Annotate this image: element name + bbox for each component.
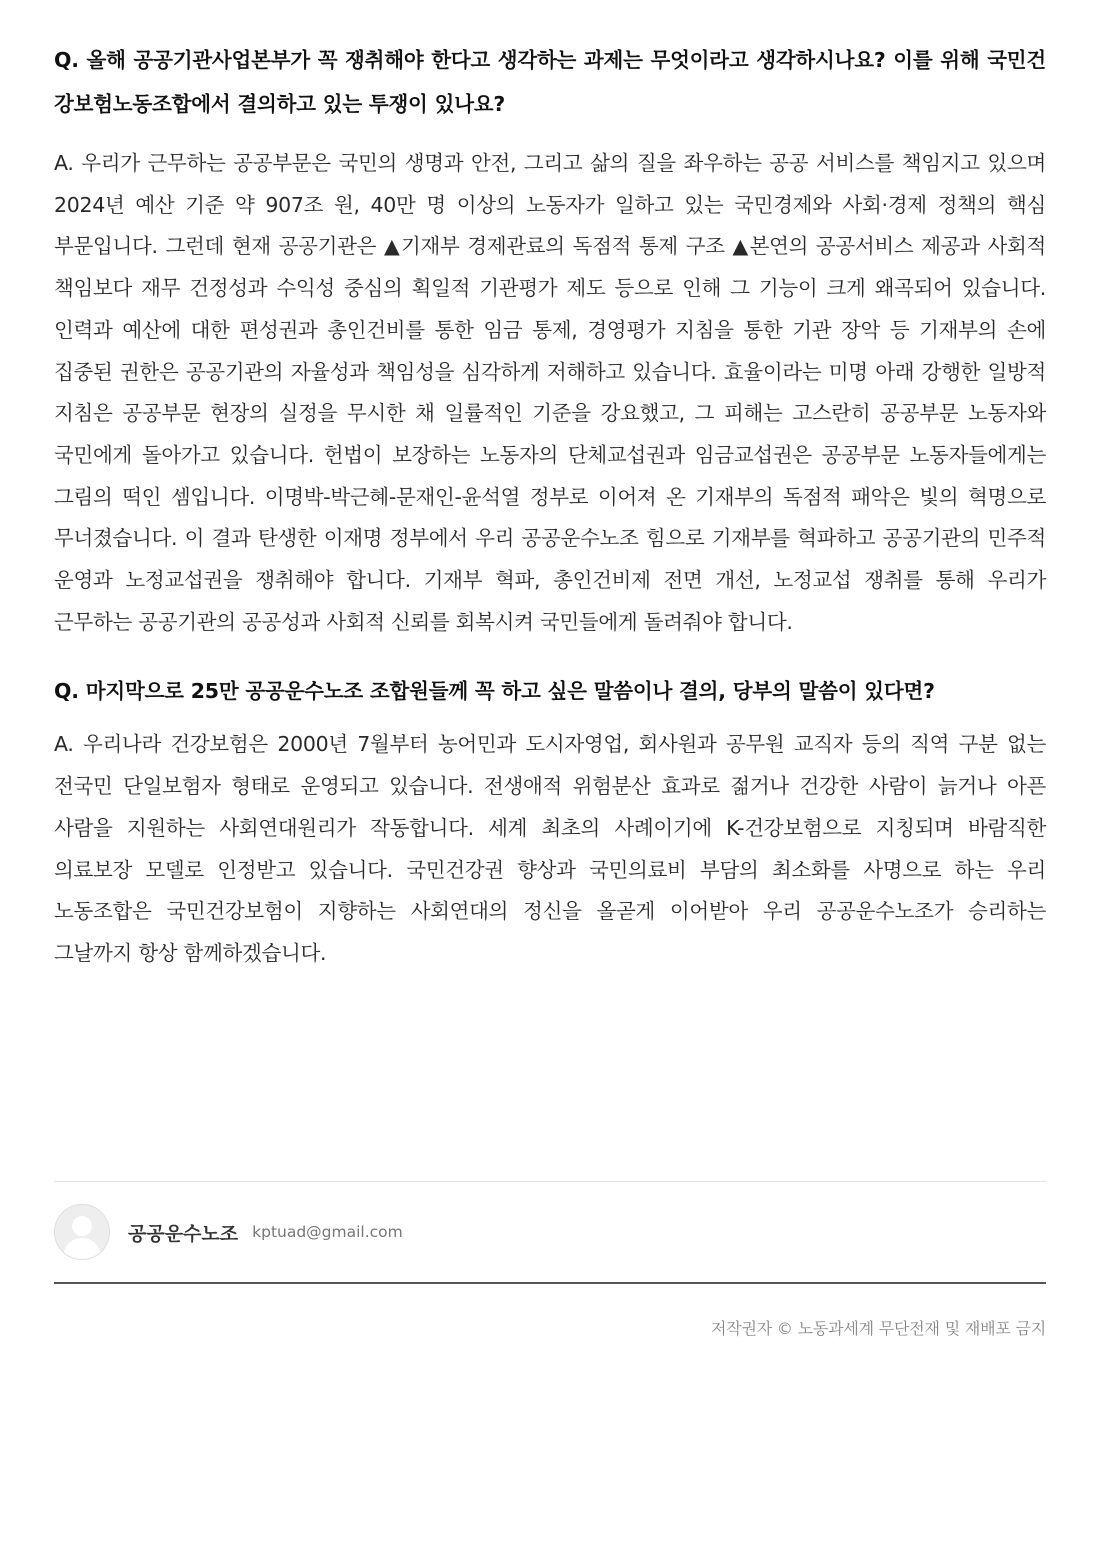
author-email[interactable]: kptuad@gmail.com: [252, 1223, 403, 1241]
copyright-notice: 저작권자 © 노동과세계 무단전재 및 재배포 금지: [711, 1319, 1046, 1338]
author-box: [54, 1203, 1046, 1261]
avatar[interactable]: [54, 1204, 110, 1260]
author-divider-top: [54, 1181, 1046, 1182]
question-2: Q. 마지막으로 25만 공공운수노조 조합원들께 꼭 하고 싶은 말씀이나 결의, 당부의 말씀이 있다면?: [54, 679, 935, 704]
answer-2: A. 우리나라 건강보험은 2000년 7월부터 농어민과 도시자영업, 회사원과 공무원 교직자 등의 직역 구분 없는 전국민 단일보험자 형태로 운영되고 있습니다. 전생애적 위험분산 효과로 젊거나 건강한 사람이 늙거나 아픈 사람을 지원하는 사회연대원리가 작동합니다. 세계 최초의 사례이기에 K-건강보험으로 지칭되며 바람직한 의료보장 모델로 인정받고 있습니다. 국민건강권 향상과 국민의료비 부담의 최소화를 사명으로 하는 우리 노동조합은 국민건강보험이 지향하는 사회연대의 정신을 올곧게 이어받아 우리 공공운수노조가 승리하는 그날까지 항상 함께하겠습니다.: [54, 732, 1046, 965]
author-divider-bottom: [54, 1282, 1046, 1284]
author-name[interactable]: 공공운수노조: [128, 1222, 239, 1245]
user-silhouette-icon: [55, 1205, 109, 1259]
question-1: Q. 올해 공공기관사업본부가 꼭 쟁취해야 한다고 생각하는 과제는 무엇이라고 생각하시나요? 이를 위해 국민건강보험노동조합에서 결의하고 있는 투쟁이 있나요?: [54, 48, 1046, 116]
article-body: [54, 38, 1046, 991]
answer-1: A. 우리가 근무하는 공공부문은 국민의 생명과 안전, 그리고 삶의 질을 좌우하는 공공 서비스를 책임지고 있으며 2024년 예산 기준 약 907조 원, 40만 명 이상의 노동자가 일하고 있는 국민경제와 사회·경제 정책의 핵심 부문입니다. 그런데 현재 공공기관은 ▲기재부 경제관료의 독점적 통제 구조 ▲본연의 공공서비스 제공과 사회적 책임보다 재무 건정성과 수익성 중심의 획일적 기관평가 제도 등으로 인해 그 기능이 크게 왜곡되어 있습니다. 인력과 예산에 대한 편성권과 총인건비를 통한 임금 통제, 경영평가 지침을 통한 기관 장악 등 기재부의 손에 집중된 권한은 공공기관의 자율성과 책임성을 심각하게 저해하고 있습니다. 효율이라는 미명 아래 강행한 일방적 지침은 공공부문 현장의 실정을 무시한 채 일률적인 기준을 강요했고, 그 피해는 고스란히 공공부문 노동자와 국민에게 돌아가고 있습니다. 헌법이 보장하는 노동자의 단체교섭권과 임금교섭권은 공공부문 노동자들에게는 그림의 떡인 셈입니다. 이명박-박근혜-문재인-윤석열 정부로 이어져 온 기재부의 독점적 패악은 빛의 혁명으로 무너졌습니다. 이 결과 탄생한 이재명 정부에서 우리 공공운수노조 힘으로 기재부를 혁파하고 공공기관의 민주적 운영과 노정교섭권을 쟁취해야 합니다. 기재부 혁파, 총인건비제 전면 개선, 노정교섭 쟁취를 통해 우리가 근무하는 공공기관의 공공성과 사회적 신뢰를 회복시켜 국민들에게 돌려줘야 합니다.: [54, 151, 1046, 634]
